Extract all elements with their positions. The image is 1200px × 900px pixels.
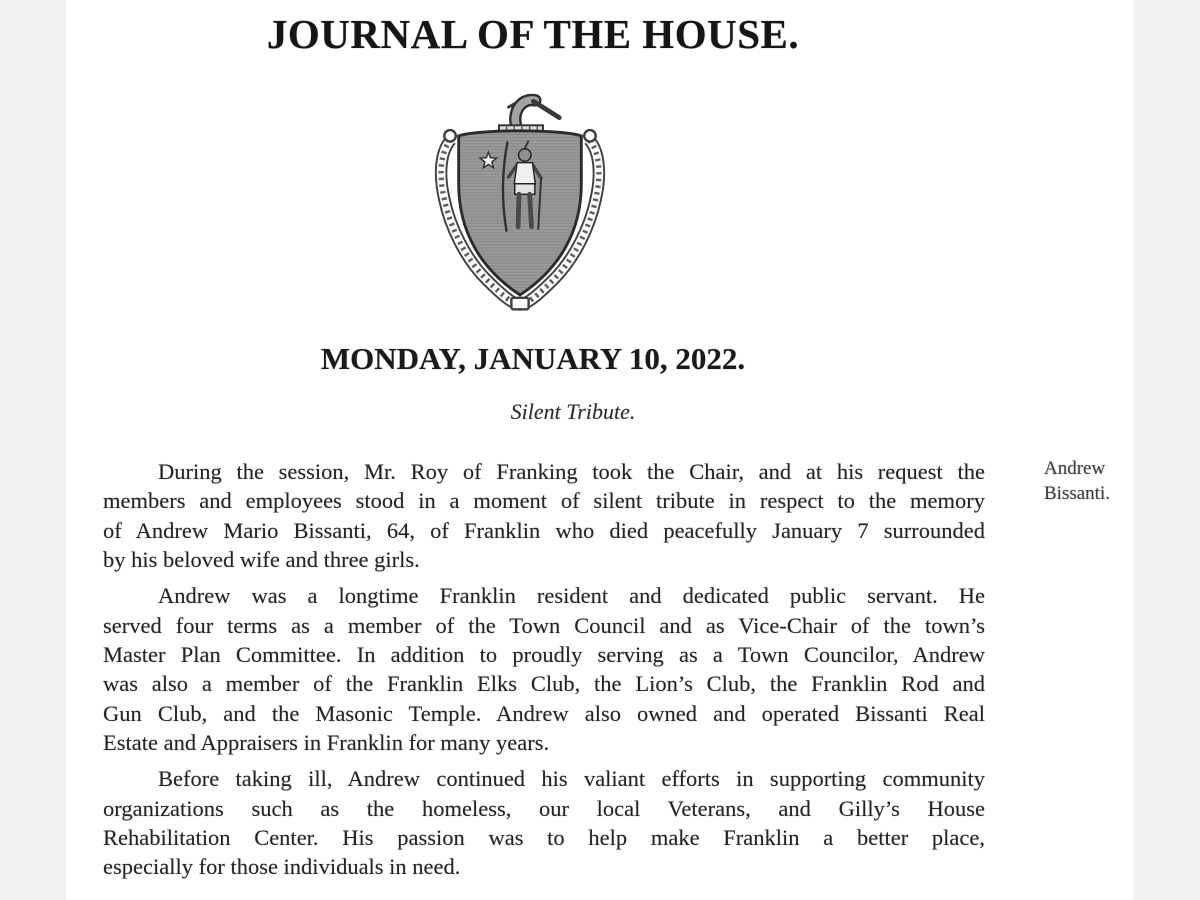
- margin-note: [1044, 456, 1154, 506]
- body-paragraph: [103, 457, 985, 574]
- margin-note-line: Andrew: [1044, 458, 1106, 479]
- journal-body: [103, 457, 985, 882]
- section-heading-silent-tribute: Silent Tribute.: [510, 399, 636, 424]
- body-line: During the session, Mr. Roy of Franking took the Chair, and at his request the: [158, 459, 985, 484]
- body-line: Rehabilitation Center. His passion was to help make Franklin a better place,: [103, 825, 985, 851]
- date-heading: MONDAY, JANUARY 10, 2022.: [320, 341, 746, 376]
- body-line: Gun Club, and the Masonic Temple. Andrew also owned and operated Bissanti Real: [103, 700, 985, 726]
- body-line: Before taking ill, Andrew continued his valiant efforts in supporting community: [158, 766, 985, 792]
- body-paragraph: [103, 581, 985, 757]
- body-line: Master Plan Committee. In addition to proudly serving as a Town Councilor, Andrew: [103, 642, 985, 668]
- body-line: organizations such as the homeless, our local Veterans, and Gilly’s House: [103, 795, 985, 821]
- body-line: by his beloved wife and three girls.: [103, 547, 420, 573]
- seal-buckle: [511, 298, 528, 310]
- page-title: JOURNAL OF THE HOUSE.: [266, 11, 800, 57]
- body-line: Estate and Appraisers in Franklin for many years.: [103, 730, 550, 756]
- body-line: especially for those individuals in need.: [103, 854, 461, 880]
- margin-note-line: Bissanti.: [1044, 483, 1110, 504]
- seal-crest-arm-sword-icon: [499, 97, 559, 134]
- body-paragraph: [103, 764, 985, 881]
- body-line: Andrew was a longtime Franklin resident and dedicated public servant. He: [158, 583, 985, 609]
- body-line: served four terms as a member of the Town Council and as Vice-Chair of the town’s: [103, 612, 985, 638]
- body-line: was also a member of the Franklin Elks Club, the Lion’s Club, the Franklin Rod and: [103, 671, 985, 697]
- body-line: members and employees stood in a moment of silent tribute in respect to the memory: [103, 488, 985, 514]
- body-line: of Andrew Mario Bissanti, 64, of Franklin who died peacefully January 7 surrounded: [103, 517, 985, 543]
- massachusetts-seal-image: [427, 86, 613, 316]
